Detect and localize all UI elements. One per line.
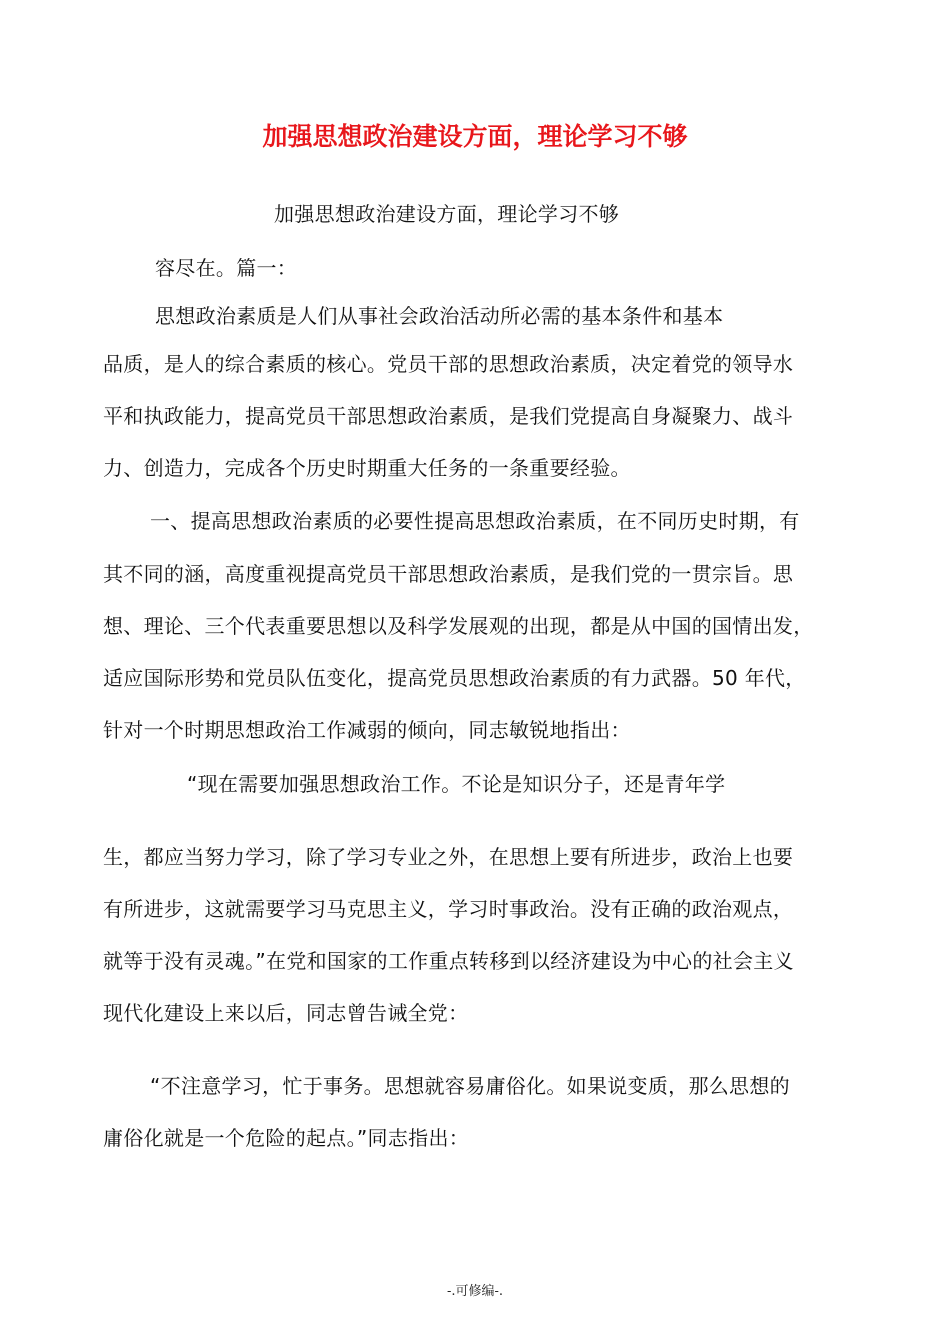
text-line: 有所进步，这就需要学习马克思主义，学习时事政治。没有正确的政治观点，: [103, 897, 794, 921]
text-line: 力、创造力，完成各个历史时期重大任务的一条重要经验。: [103, 456, 631, 480]
quote-line: “不注意学习，忙于事务。思想就容易庸俗化。如果说变质，那么思想的: [150, 1074, 790, 1098]
text-line: 庸俗化就是一个危险的起点。”同志指出：: [103, 1126, 470, 1150]
text-line: 想、理论、三个代表重要思想以及科学发展观的出现，都是从中国的国情出发，: [103, 614, 814, 638]
text-line: 生，都应当努力学习，除了学习专业之外，在思想上要有所进步，政治上也要: [103, 845, 794, 869]
text-line: 适应国际形势和党员队伍变化，提高党员思想政治素质的有力武器。50 年代，: [103, 666, 806, 690]
subtitle-line: 加强思想政治建设方面，理论学习不够: [274, 202, 620, 226]
text-line: 针对一个时期思想政治工作减弱的倾向，同志敏锐地指出：: [103, 718, 631, 742]
document-title: 加强思想政治建设方面，理论学习不够: [262, 122, 688, 151]
text-line: 一、提高思想政治素质的必要性提高思想政治素质，在不同历史时期，有: [150, 509, 800, 533]
text-line: 就等于没有灵魂。”在党和国家的工作重点转移到以经济建设为中心的社会主义: [103, 949, 794, 973]
text-line: 品质，是人的综合素质的核心。党员干部的思想政治素质，决定着党的领导水: [103, 352, 794, 376]
page-footer: -.可修编-.: [446, 1284, 504, 1299]
quote-line: “现在需要加强思想政治工作。不论是知识分子，还是青年学: [187, 772, 726, 796]
text-line: 现代化建设上来以后，同志曾告诫全党：: [103, 1001, 469, 1025]
text-line: 思想政治素质是人们从事社会政治活动所必需的基本条件和基本: [155, 304, 724, 328]
text-line: 容尽在。篇一：: [155, 256, 298, 280]
text-line: 其不同的涵，高度重视提高党员干部思想政治素质，是我们党的一贯宗旨。思: [103, 562, 794, 586]
text-line: 平和执政能力，提高党员干部思想政治素质，是我们党提高自身凝聚力、战斗: [103, 404, 794, 428]
